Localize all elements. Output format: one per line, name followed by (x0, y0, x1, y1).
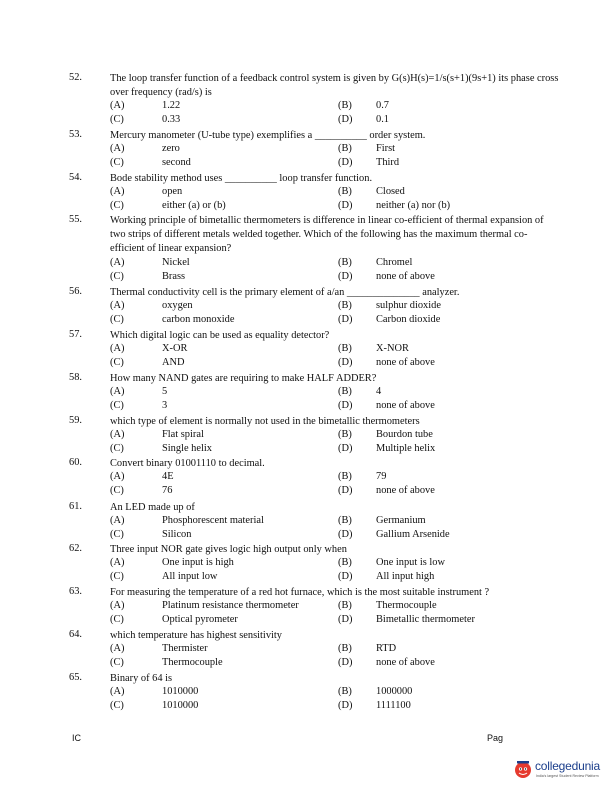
option-value: One input is low (376, 557, 445, 568)
option-label: (B) (338, 343, 352, 354)
option-value: 1111100 (376, 700, 411, 711)
option-row (0, 614, 612, 628)
question-number: 54. (69, 172, 82, 183)
option-value: Nickel (162, 257, 190, 268)
option-label: (A) (110, 471, 125, 482)
question-text: Three input NOR gate gives logic high output only when (110, 544, 347, 555)
option-value: Phosphorescent material (162, 515, 264, 526)
option-label: (D) (338, 700, 353, 711)
option-label: (A) (110, 600, 125, 611)
option-label: (D) (338, 271, 353, 282)
question-text: How many NAND gates are requiring to make HALF ADDER? (110, 373, 377, 384)
question-number: 55. (69, 214, 82, 225)
option-value: Thermocouple (376, 600, 437, 611)
option-row (0, 471, 612, 485)
option-label: (B) (338, 143, 352, 154)
option-value: Multiple helix (376, 443, 436, 454)
option-label: (B) (338, 257, 352, 268)
option-value: Single helix (162, 443, 212, 454)
option-value: 4 (376, 386, 382, 397)
option-row (0, 257, 612, 271)
option-label: (C) (110, 700, 124, 711)
question-number: 57. (69, 329, 82, 340)
option-value: First (376, 143, 396, 154)
option-value: none of above (376, 485, 435, 496)
question-number: 65. (69, 672, 82, 683)
option-value: 0.33 (162, 114, 181, 125)
option-label: (B) (338, 686, 352, 697)
option-row (0, 529, 612, 543)
option-label: (C) (110, 485, 124, 496)
option-label: (B) (338, 557, 352, 568)
option-value: 79 (376, 471, 387, 482)
option-label: (D) (338, 157, 353, 168)
option-value: Third (376, 157, 400, 168)
collegedunia-logo (513, 757, 605, 787)
question-number: 64. (69, 629, 82, 640)
option-row (0, 557, 612, 571)
option-label: (D) (338, 657, 353, 668)
question-text: For measuring the temperature of a red hot furnace, which is the most suitable instrument ? (110, 587, 490, 598)
option-value: 1.22 (162, 100, 181, 111)
option-label: (A) (110, 429, 125, 440)
option-label: (C) (110, 657, 124, 668)
option-label: (D) (338, 314, 353, 325)
option-label: (B) (338, 643, 352, 654)
option-row (0, 114, 612, 128)
option-row (0, 515, 612, 529)
option-row (0, 600, 612, 614)
option-row (0, 686, 612, 700)
option-label: (C) (110, 271, 124, 282)
option-value: Bimetallic thermometer (376, 614, 475, 625)
option-label: (C) (110, 571, 124, 582)
option-label: (A) (110, 557, 125, 568)
logo-wordmark: collegedunia (535, 759, 600, 773)
option-label: (D) (338, 400, 353, 411)
option-row (0, 571, 612, 585)
option-value: Chromel (376, 257, 413, 268)
option-label: (C) (110, 357, 124, 368)
option-label: (D) (338, 114, 353, 125)
option-row (0, 271, 612, 285)
option-label: (A) (110, 257, 125, 268)
option-value: All input high (376, 571, 435, 582)
option-value: none of above (376, 357, 435, 368)
option-value: Flat spiral (162, 429, 204, 440)
option-value: X-NOR (376, 343, 409, 354)
option-value: 1000000 (376, 686, 413, 697)
question-text: Thermal conductivity cell is the primary element of a/an ______________ analyzer. (110, 287, 460, 298)
option-label: (A) (110, 143, 125, 154)
option-label: (B) (338, 471, 352, 482)
option-value: open (162, 186, 183, 197)
option-label: (B) (338, 515, 352, 526)
option-value: Thermocouple (162, 657, 223, 668)
option-label: (C) (110, 114, 124, 125)
option-value: Carbon dioxide (376, 314, 441, 325)
question-text: The loop transfer function of a feedback control system is given by G(s)H(s)=1/s(s+1)(9s+1) its phase cross over frequency (rad/s) is (110, 73, 559, 99)
option-label: (C) (110, 443, 124, 454)
option-row (0, 300, 612, 314)
option-value: none of above (376, 400, 435, 411)
option-value: 0.7 (376, 100, 389, 111)
option-value: Platinum resistance thermometer (162, 600, 299, 611)
question-text: Mercury manometer (U-tube type) exemplifies a __________ order system. (110, 130, 426, 141)
option-row (0, 357, 612, 371)
option-row (0, 443, 612, 457)
question-text: Binary of 64 is (110, 673, 173, 684)
option-row (0, 314, 612, 328)
footer-page-number: Pag (487, 733, 504, 743)
option-label: (D) (338, 485, 353, 496)
option-row (0, 186, 612, 200)
option-value: either (a) or (b) (162, 200, 226, 211)
option-value: RTD (376, 643, 397, 654)
option-row (0, 643, 612, 657)
option-value: 1010000 (162, 686, 199, 697)
option-value: carbon monoxide (162, 314, 235, 325)
option-label: (C) (110, 200, 124, 211)
option-label: (A) (110, 515, 125, 526)
option-label: (A) (110, 186, 125, 197)
option-label: (D) (338, 571, 353, 582)
option-value: Closed (376, 186, 405, 197)
question-text: which temperature has highest sensitivity (110, 630, 282, 641)
option-row (0, 400, 612, 414)
option-label: (A) (110, 100, 125, 111)
question-text: Which digital logic can be used as equality detector? (110, 330, 330, 341)
option-label: (A) (110, 386, 125, 397)
option-row (0, 200, 612, 214)
option-label: (C) (110, 314, 124, 325)
option-label: (B) (338, 600, 352, 611)
question-number: 56. (69, 286, 82, 297)
option-label: (A) (110, 343, 125, 354)
option-row (0, 657, 612, 671)
option-label: (C) (110, 529, 124, 540)
option-value: X-OR (162, 343, 188, 354)
option-label: (A) (110, 300, 125, 311)
option-value: 0.1 (376, 114, 389, 125)
option-value: Bourdon tube (376, 429, 433, 440)
option-label: (B) (338, 300, 352, 311)
option-value: none of above (376, 657, 435, 668)
option-label: (D) (338, 529, 353, 540)
question-number: 63. (69, 586, 82, 597)
option-label: (C) (110, 614, 124, 625)
option-value: sulphur dioxide (376, 300, 441, 311)
option-value: zero (162, 143, 180, 154)
option-row (0, 429, 612, 443)
option-value: All input low (162, 571, 218, 582)
option-row (0, 143, 612, 157)
question-number: 53. (69, 129, 82, 140)
option-label: (D) (338, 357, 353, 368)
option-row (0, 386, 612, 400)
question-text: Bode stability method uses __________ loop transfer function. (110, 173, 373, 184)
question-number: 62. (69, 543, 82, 554)
footer-subject-code: IC (72, 733, 81, 743)
option-label: (B) (338, 429, 352, 440)
question-number: 58. (69, 372, 82, 383)
option-value: Gallium Arsenide (376, 529, 450, 540)
option-value: 1010000 (162, 700, 199, 711)
question-number: 59. (69, 415, 82, 426)
option-value: 3 (162, 400, 168, 411)
option-value: AND (162, 357, 185, 368)
option-value: Silicon (162, 529, 192, 540)
option-label: (A) (110, 686, 125, 697)
option-label: (C) (110, 400, 124, 411)
option-label: (D) (338, 200, 353, 211)
option-value: 4E (162, 471, 174, 482)
option-value: Germanium (376, 515, 426, 526)
option-value: neither (a) nor (b) (376, 200, 451, 211)
option-row (0, 100, 612, 114)
option-label: (B) (338, 386, 352, 397)
option-value: 76 (162, 485, 173, 496)
option-label: (D) (338, 443, 353, 454)
option-value: One input is high (162, 557, 234, 568)
option-label: (B) (338, 186, 352, 197)
option-row (0, 700, 612, 714)
option-value: 5 (162, 386, 168, 397)
logo-tagline: India's largest Student Review Platform (536, 774, 599, 778)
option-value: Thermister (162, 643, 208, 654)
logo-mascot-icon (513, 759, 533, 779)
option-label: (C) (110, 157, 124, 168)
question-text: which type of element is normally not used in the bimetallic thermometers (110, 416, 420, 427)
option-value: oxygen (162, 300, 193, 311)
option-label: (D) (338, 614, 353, 625)
option-label: (B) (338, 100, 352, 111)
option-row (0, 157, 612, 171)
option-value: none of above (376, 271, 435, 282)
option-value: Optical pyrometer (162, 614, 238, 625)
question-text: An LED made up of (110, 502, 195, 513)
option-row (0, 485, 612, 499)
option-value: second (162, 157, 191, 168)
question-number: 52. (69, 72, 82, 83)
question-number: 61. (69, 501, 82, 512)
option-row (0, 343, 612, 357)
question-number: 60. (69, 457, 82, 468)
option-value: Brass (162, 271, 186, 282)
option-label: (A) (110, 643, 125, 654)
question-text: Convert binary 01001110 to decimal. (110, 458, 265, 469)
question-text: Working principle of bimetallic thermometers is difference in linear co-efficient of thermal expansion of two strips of different metals welded together. Which of the following has the maximum thermal co-efficient of linear expansion? (110, 215, 544, 255)
